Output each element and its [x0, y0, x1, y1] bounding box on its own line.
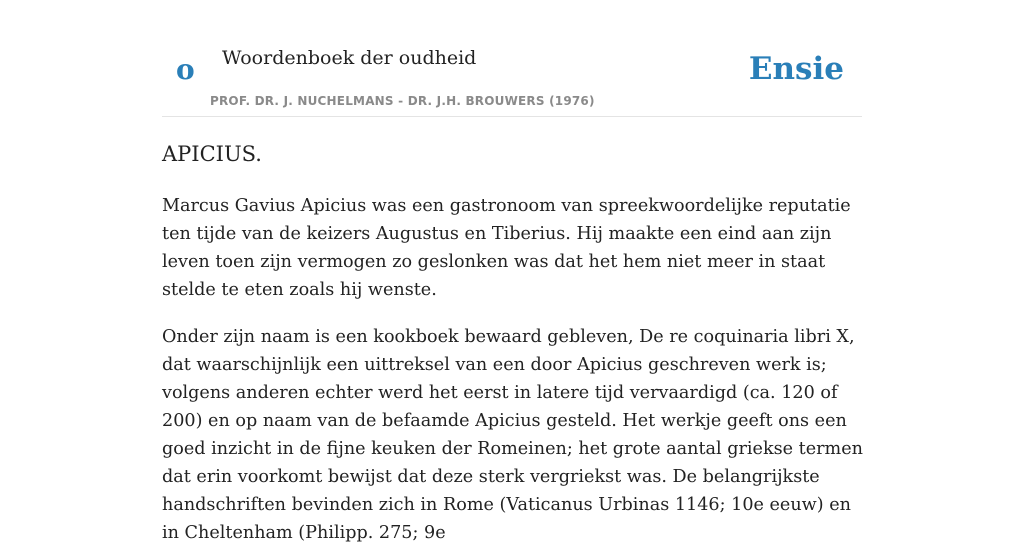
- book-title-link[interactable]: Woordenboek der oudheid: [222, 47, 477, 69]
- article-paragraph-1: Marcus Gavius Apicius was een gastronoom van spreekwoordelijke reputatie ten tijde van de keizers Augustus en Tiberius. Hij maakte een eind aan zijn leven toen zijn vermogen zo geslonken was dat het hem niet meer in staat stelde te eten zoals hij wenste.: [162, 196, 851, 300]
- book-authors: PROF. DR. J. NUCHELMANS - DR. J.H. BROUWERS (1976): [210, 94, 595, 108]
- article-paragraph-2: Onder zijn naam is een kookboek bewaard gebleven, De re coquinaria libri X, dat waarschijnlijk een uittreksel van een door Apicius geschreven werk is; volgens anderen echter werd het eerst in latere tijd vervaardigd (ca. 120 of 200) en op naam van de befaamde Apicius gesteld. Het werkje geeft ons een goed inzicht in de fijne keuken der Romeinen; het grote aantal griekse termen dat erin voorkomt bewijst dat deze sterk vergriekst was. De belangrijkste handschriften bevinden zich in Rome (Vaticanus Urbinas 1146; 10e eeuw) en in Cheltenham (Philipp. 275; 9e: [162, 327, 863, 543]
- article: [162, 137, 866, 547]
- book-logo-icon[interactable]: o: [176, 53, 195, 86]
- ensie-brand-logo[interactable]: Ensie: [748, 51, 844, 87]
- article-title: APICIUS.: [162, 142, 262, 166]
- site-header: [162, 0, 862, 117]
